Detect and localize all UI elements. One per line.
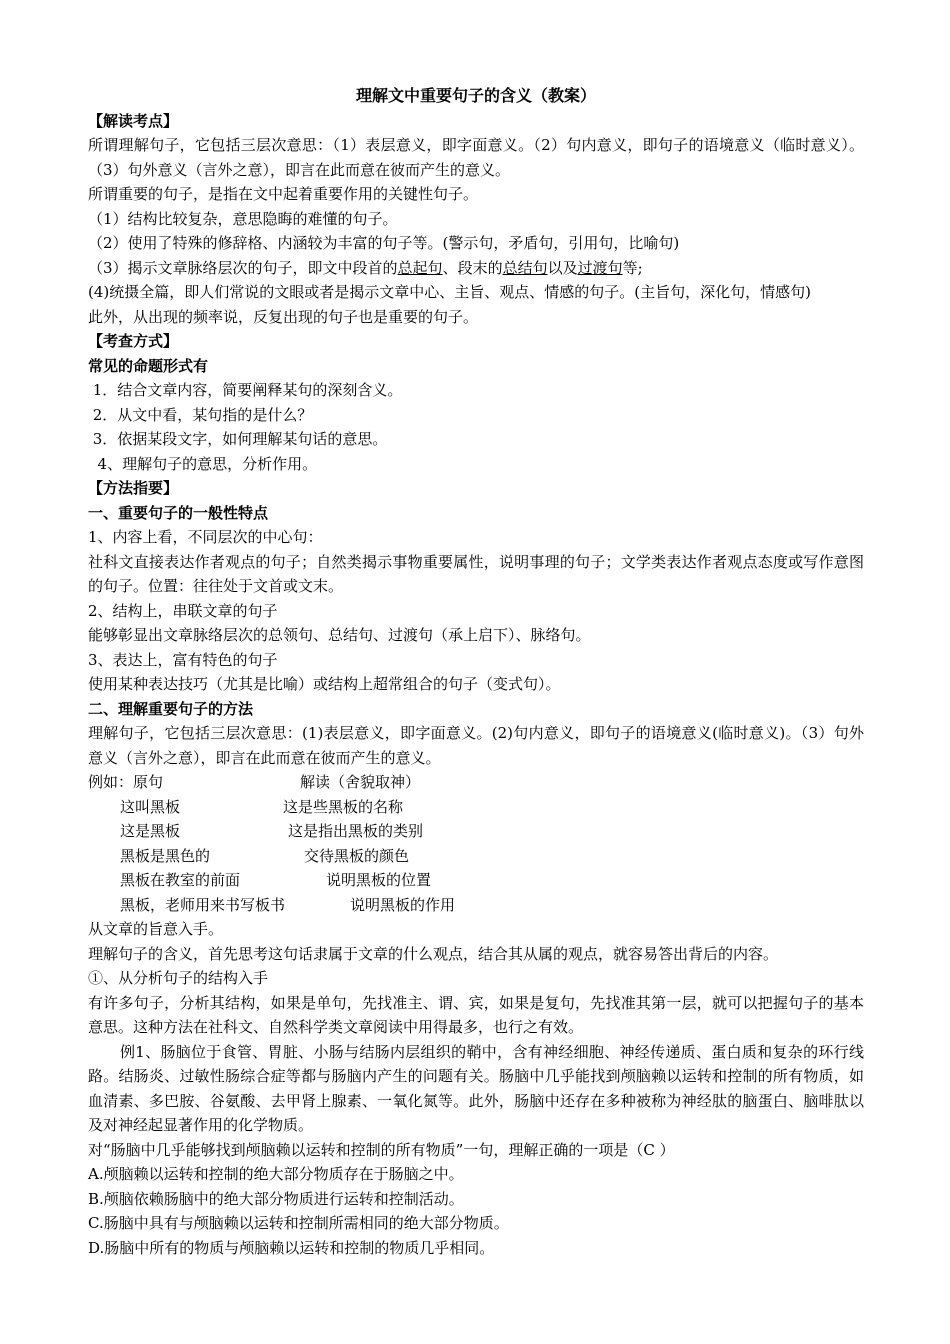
list-item: （2）使用了特殊的修辞格、内涵较为丰富的句子等。(警示句，矛盾句，引用句，比喻句) (88, 234, 680, 252)
example-row (88, 819, 864, 844)
paragraph: 能够彰显出文章脉络层次的总领句、总结句、过渡句（承上启下）、脉络句。 (88, 626, 591, 644)
example-label-interpretation: 解读（舍貌取神） (300, 773, 421, 791)
paragraph: 有许多句子，分析其结构，如果是单句，先找准主、谓、宾，如果是复句，先找准其第一层，就可以把握句子的基本意思。这种方法在社科文、自然科学类文章阅读中用得最多，也行之有效。 (88, 993, 864, 1036)
option-b: B.颅脑依赖肠脑中的绝大部分物质进行运转和控制活动。 (88, 1189, 464, 1208)
text-span: 、段末的 (442, 258, 503, 277)
example-row (88, 795, 864, 820)
list-item: （1）结构比较复杂，意思隐晦的难懂的句子。 (88, 209, 398, 228)
paragraph: 社科文直接表达作者观点的句子；自然类揭示事物重要属性，说明事理的句子；文学类表达作者观点态度或写作意图的句子。位置：往往处于文首或文末。 (88, 552, 864, 595)
paragraph: ①、从分析句子的结构入手 (88, 969, 269, 987)
list-item: 2．从文中看，某句指的是什么？ (88, 405, 313, 424)
text-span: 以及 (547, 258, 578, 277)
underlined-term: 总起句 (397, 258, 443, 277)
example-header (88, 770, 864, 795)
text-span: 等; (622, 258, 643, 277)
list-item (88, 256, 864, 281)
paragraph: 3、表达上，富有特色的句子 (88, 650, 278, 669)
subheading: 一、重要句子的一般性特点 (88, 503, 269, 522)
paragraph: 1、内容上看，不同层次的中心句： (88, 528, 323, 546)
example-row (88, 844, 864, 869)
underlined-term: 过渡句 (577, 258, 623, 277)
section-heading-key-points: 【解读考点】 (88, 111, 179, 130)
example-passage: 例1、肠脑位于食管、胃脏、小肠与结肠内层组织的鞘中，含有神经细胞、神经传递质、蛋白质和复杂的环行线路。结肠炎、过敏性肠综合症等都与肠脑内产生的问题有关。肠脑中几乎能找到颅脑赖以运转和控制的所有物质，如血清素、多巴胺、谷氨酸、去甲肾上腺素、一氧化氮等。此外，肠脑中还存在多种被称为神经肽的脑蛋白、脑啡肽以及对神经起显著作用的化学物质。 (88, 1042, 864, 1134)
example-row (88, 868, 864, 893)
question: 对“肠脑中几乎能够找到颅脑赖以运转和控制的所有物质”一句，理解正确的一项是（C ） (88, 1140, 675, 1159)
document-page (88, 84, 864, 1260)
paragraph: 从文章的旨意入手。 (88, 920, 224, 938)
paragraph: 理解句子的含义，首先思考这句话隶属于文章的什么观点，结合其从属的观点，就容易答出背后的内容。 (88, 944, 779, 963)
paragraph: 理解句子，它包括三层次意思：(1)表层意义，即字面意义。(2)句内意义，即句子的语境意义(临时意义)。（3）句外意义（言外之意），即言在此而意在彼而产生的意义。 (88, 724, 864, 767)
paragraph: 使用某种表达技巧（尤其是比喻）或结构上超常组合的句子（变式句）。 (88, 675, 561, 693)
example-interpretation: 说明黑板的位置 (326, 871, 432, 889)
example-label-original: 例如：原句 (88, 773, 164, 791)
list-item: (4)统摄全篇，即人们常说的文眼或者是揭示文章中心、主旨、观点、情感的句子。(主旨句，深化句，情感句) (88, 283, 811, 301)
example-interpretation: 这是些黑板的名称 (283, 797, 404, 816)
list-item: 1．结合文章内容，简要阐释某句的深刻含义。 (88, 381, 403, 399)
example-interpretation: 说明黑板的作用 (350, 895, 456, 914)
option-c: C.肠脑中具有与颅脑赖以运转和控制所需相同的绝大部分物质。 (88, 1214, 509, 1232)
option-d: D.肠脑中所有的物质与颅脑赖以运转和控制的物质几乎相同。 (88, 1238, 495, 1257)
list-item: 3．依据某段文字，如何理解某句话的意思。 (88, 430, 388, 448)
document-title: 理解文中重要句子的含义（教案） (355, 86, 596, 105)
section-heading-methods: 【方法指要】 (88, 479, 179, 497)
example-original: 这叫黑板 (120, 797, 181, 816)
section-heading-exam-methods: 【考查方式】 (88, 332, 179, 350)
example-original: 黑板是黑色的 (120, 846, 211, 865)
paragraph: 2、结构上，串联文章的句子 (88, 601, 278, 620)
example-original: 这是黑板 (120, 822, 181, 840)
example-original: 黑板，老师用来书写板书 (120, 895, 286, 914)
example-row (88, 893, 864, 918)
paragraph: 所谓理解句子，它包括三层次意思：（1）表层意义，即字面意义。（2）句内意义，即句子的语境意义（临时意义）。（3）句外意义（言外之意），即言在此而意在彼而产生的意义。 (88, 136, 864, 179)
list-item: 4、理解句子的意思，分析作用。 (88, 454, 318, 473)
paragraph: 此外，从出现的频率说，反复出现的句子也是重要的句子。 (88, 307, 479, 326)
example-interpretation: 这是指出黑板的类别 (288, 822, 424, 840)
subheading: 二、理解重要句子的方法 (88, 699, 254, 718)
text-span: （3）揭示文章脉络层次的句子，即文中段首的 (88, 258, 398, 277)
option-a: A.颅脑赖以运转和控制的绝大部分物质存在于肠脑之中。 (88, 1165, 464, 1183)
subheading: 常见的命题形式有 (88, 356, 209, 375)
example-interpretation: 交待黑板的颜色 (304, 846, 410, 865)
example-original: 黑板在教室的前面 (120, 871, 241, 889)
paragraph: 所谓重要的句子，是指在文中起着重要作用的关键性句子。 (88, 185, 479, 203)
underlined-term: 总结句 (502, 258, 548, 277)
